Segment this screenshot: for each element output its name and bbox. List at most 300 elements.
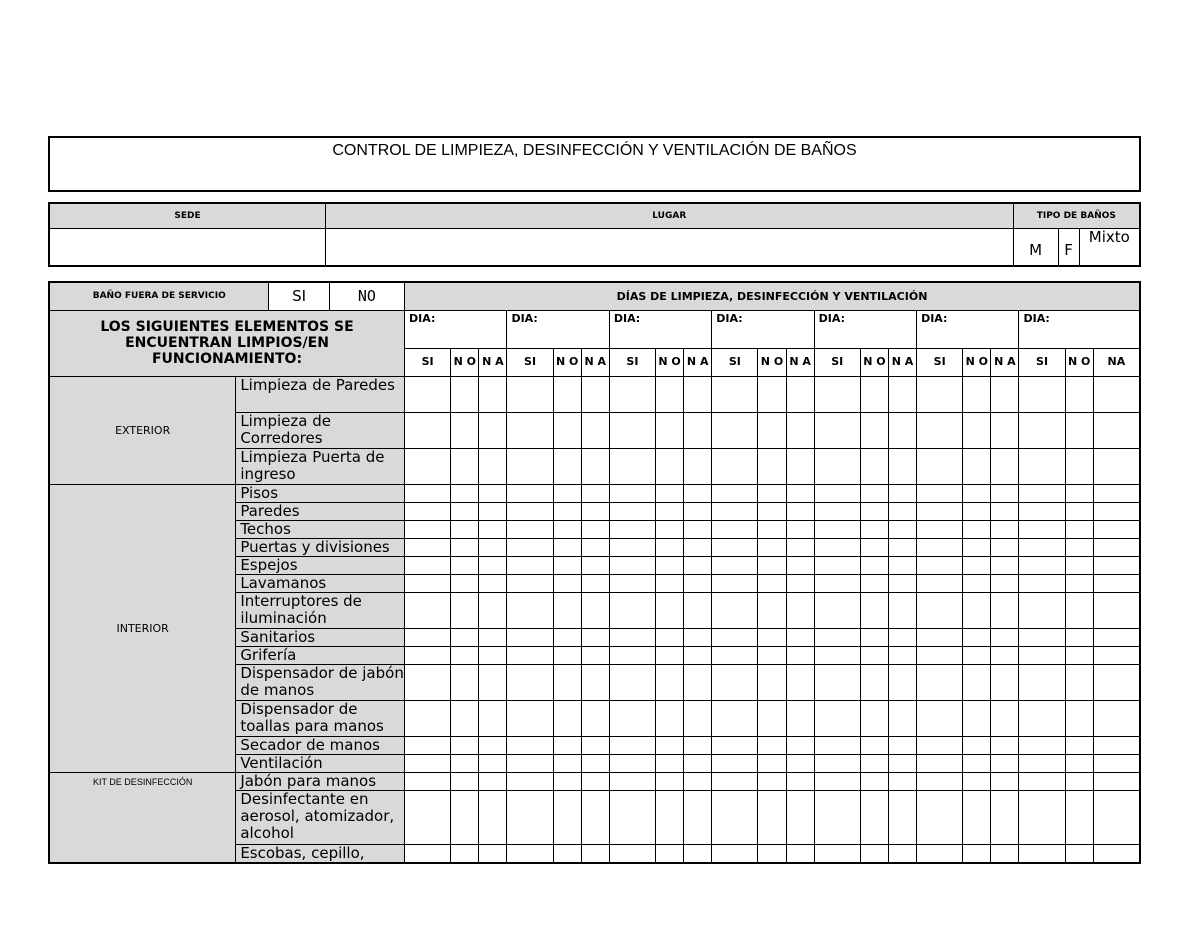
check-cell[interactable] [507,790,553,844]
check-cell[interactable] [786,700,814,736]
check-cell[interactable] [609,646,655,664]
check-cell[interactable] [991,574,1019,592]
check-cell[interactable] [581,538,609,556]
check-cell[interactable] [917,574,963,592]
check-cell[interactable] [860,484,888,502]
check-cell[interactable] [758,502,786,520]
check-cell[interactable] [479,844,507,863]
check-cell[interactable] [609,790,655,844]
dia-3-field[interactable]: DIA: [609,310,711,348]
check-cell[interactable] [581,754,609,772]
tipo-f-option[interactable]: F [1058,229,1080,265]
check-cell[interactable] [1065,484,1093,502]
check-cell[interactable] [1093,538,1140,556]
check-cell[interactable] [609,574,655,592]
check-cell[interactable] [963,574,991,592]
check-cell[interactable] [814,412,860,448]
check-cell[interactable] [451,412,479,448]
check-cell[interactable] [405,574,451,592]
check-cell[interactable] [860,646,888,664]
check-cell[interactable] [991,556,1019,574]
check-cell[interactable] [581,556,609,574]
check-cell[interactable] [684,376,712,412]
check-cell[interactable] [451,844,479,863]
check-cell[interactable] [888,376,916,412]
check-cell[interactable] [712,502,758,520]
check-cell[interactable] [405,592,451,628]
check-cell[interactable] [553,412,581,448]
check-cell[interactable] [1065,754,1093,772]
check-cell[interactable] [860,790,888,844]
check-cell[interactable] [917,520,963,538]
check-cell[interactable] [684,628,712,646]
check-cell[interactable] [1065,592,1093,628]
check-cell[interactable] [609,700,655,736]
check-cell[interactable] [1019,484,1065,502]
check-cell[interactable] [553,844,581,863]
check-cell[interactable] [656,574,684,592]
check-cell[interactable] [479,556,507,574]
check-cell[interactable] [479,502,507,520]
check-cell[interactable] [758,484,786,502]
check-cell[interactable] [786,520,814,538]
check-cell[interactable] [814,646,860,664]
check-cell[interactable] [991,754,1019,772]
check-cell[interactable] [991,736,1019,754]
check-cell[interactable] [1065,412,1093,448]
check-cell[interactable] [405,448,451,484]
check-cell[interactable] [684,556,712,574]
check-cell[interactable] [405,736,451,754]
check-cell[interactable] [758,592,786,628]
check-cell[interactable] [451,592,479,628]
check-cell[interactable] [712,790,758,844]
check-cell[interactable] [479,700,507,736]
check-cell[interactable] [656,538,684,556]
check-cell[interactable] [684,790,712,844]
check-cell[interactable] [581,700,609,736]
check-cell[interactable] [1019,376,1065,412]
check-cell[interactable] [451,448,479,484]
check-cell[interactable] [917,754,963,772]
check-cell[interactable] [507,736,553,754]
check-cell[interactable] [991,448,1019,484]
check-cell[interactable] [609,664,655,700]
check-cell[interactable] [479,754,507,772]
check-cell[interactable] [684,754,712,772]
check-cell[interactable] [405,646,451,664]
check-cell[interactable] [860,520,888,538]
check-cell[interactable] [888,664,916,700]
check-cell[interactable] [451,574,479,592]
check-cell[interactable] [684,538,712,556]
check-cell[interactable] [581,412,609,448]
check-cell[interactable] [553,592,581,628]
check-cell[interactable] [656,790,684,844]
check-cell[interactable] [479,574,507,592]
check-cell[interactable] [888,844,916,863]
check-cell[interactable] [991,412,1019,448]
check-cell[interactable] [609,520,655,538]
check-cell[interactable] [1093,412,1140,448]
check-cell[interactable] [814,628,860,646]
check-cell[interactable] [758,412,786,448]
check-cell[interactable] [860,574,888,592]
check-cell[interactable] [553,376,581,412]
check-cell[interactable] [860,700,888,736]
check-cell[interactable] [405,790,451,844]
check-cell[interactable] [814,772,860,790]
check-cell[interactable] [963,376,991,412]
check-cell[interactable] [712,556,758,574]
check-cell[interactable] [1019,700,1065,736]
check-cell[interactable] [991,772,1019,790]
check-cell[interactable] [479,664,507,700]
check-cell[interactable] [581,448,609,484]
check-cell[interactable] [684,646,712,664]
check-cell[interactable] [758,574,786,592]
check-cell[interactable] [581,736,609,754]
check-cell[interactable] [656,376,684,412]
check-cell[interactable] [479,790,507,844]
check-cell[interactable] [814,700,860,736]
check-cell[interactable] [888,700,916,736]
check-cell[interactable] [758,628,786,646]
check-cell[interactable] [609,502,655,520]
check-cell[interactable] [581,664,609,700]
check-cell[interactable] [609,538,655,556]
check-cell[interactable] [712,376,758,412]
check-cell[interactable] [581,628,609,646]
check-cell[interactable] [609,754,655,772]
check-cell[interactable] [888,448,916,484]
check-cell[interactable] [888,556,916,574]
check-cell[interactable] [479,628,507,646]
check-cell[interactable] [1093,628,1140,646]
lugar-field[interactable] [325,229,1013,267]
check-cell[interactable] [405,772,451,790]
check-cell[interactable] [1065,790,1093,844]
check-cell[interactable] [507,646,553,664]
check-cell[interactable] [963,592,991,628]
check-cell[interactable] [553,754,581,772]
check-cell[interactable] [684,412,712,448]
check-cell[interactable] [405,502,451,520]
check-cell[interactable] [888,592,916,628]
check-cell[interactable] [1065,646,1093,664]
check-cell[interactable] [1019,772,1065,790]
check-cell[interactable] [1065,502,1093,520]
check-cell[interactable] [917,790,963,844]
check-cell[interactable] [581,520,609,538]
check-cell[interactable] [609,484,655,502]
check-cell[interactable] [1019,844,1065,863]
check-cell[interactable] [405,556,451,574]
check-cell[interactable] [405,376,451,412]
dia-4-field[interactable]: DIA: [712,310,814,348]
check-cell[interactable] [507,772,553,790]
check-cell[interactable] [888,754,916,772]
check-cell[interactable] [1093,502,1140,520]
check-cell[interactable] [991,628,1019,646]
check-cell[interactable] [758,376,786,412]
check-cell[interactable] [1093,448,1140,484]
check-cell[interactable] [814,448,860,484]
check-cell[interactable] [786,538,814,556]
check-cell[interactable] [1065,844,1093,863]
check-cell[interactable] [860,628,888,646]
check-cell[interactable] [1065,628,1093,646]
check-cell[interactable] [684,574,712,592]
check-cell[interactable] [917,700,963,736]
check-cell[interactable] [609,376,655,412]
check-cell[interactable] [553,574,581,592]
check-cell[interactable] [917,772,963,790]
check-cell[interactable] [963,628,991,646]
check-cell[interactable] [1093,754,1140,772]
check-cell[interactable] [1093,556,1140,574]
check-cell[interactable] [963,412,991,448]
check-cell[interactable] [507,484,553,502]
check-cell[interactable] [712,844,758,863]
check-cell[interactable] [405,538,451,556]
check-cell[interactable] [684,700,712,736]
check-cell[interactable] [758,556,786,574]
check-cell[interactable] [451,484,479,502]
dia-6-field[interactable]: DIA: [917,310,1019,348]
check-cell[interactable] [814,520,860,538]
check-cell[interactable] [451,502,479,520]
check-cell[interactable] [963,790,991,844]
check-cell[interactable] [684,772,712,790]
check-cell[interactable] [963,484,991,502]
check-cell[interactable] [963,664,991,700]
check-cell[interactable] [507,448,553,484]
check-cell[interactable] [888,520,916,538]
out-of-service-no[interactable]: NO [329,282,404,310]
check-cell[interactable] [814,484,860,502]
check-cell[interactable] [609,556,655,574]
check-cell[interactable] [479,592,507,628]
sede-field[interactable] [49,229,325,267]
check-cell[interactable] [860,844,888,863]
check-cell[interactable] [860,592,888,628]
check-cell[interactable] [507,412,553,448]
check-cell[interactable] [1019,646,1065,664]
check-cell[interactable] [1065,538,1093,556]
check-cell[interactable] [860,448,888,484]
check-cell[interactable] [888,484,916,502]
check-cell[interactable] [553,646,581,664]
tipo-mixto-option[interactable]: Mixto [1088,228,1130,246]
check-cell[interactable] [1019,448,1065,484]
check-cell[interactable] [712,754,758,772]
check-cell[interactable] [991,844,1019,863]
check-cell[interactable] [991,664,1019,700]
check-cell[interactable] [814,790,860,844]
check-cell[interactable] [479,646,507,664]
check-cell[interactable] [888,772,916,790]
check-cell[interactable] [684,592,712,628]
check-cell[interactable] [917,484,963,502]
check-cell[interactable] [786,412,814,448]
check-cell[interactable] [405,628,451,646]
check-cell[interactable] [1019,556,1065,574]
check-cell[interactable] [507,574,553,592]
check-cell[interactable] [553,700,581,736]
check-cell[interactable] [758,754,786,772]
check-cell[interactable] [684,448,712,484]
check-cell[interactable] [786,790,814,844]
check-cell[interactable] [963,646,991,664]
out-of-service-si[interactable]: SI [269,282,329,310]
check-cell[interactable] [656,700,684,736]
check-cell[interactable] [1065,664,1093,700]
dia-7-field[interactable]: DIA: [1019,310,1140,348]
check-cell[interactable] [507,502,553,520]
check-cell[interactable] [656,772,684,790]
check-cell[interactable] [1065,736,1093,754]
check-cell[interactable] [963,736,991,754]
check-cell[interactable] [963,754,991,772]
check-cell[interactable] [758,448,786,484]
check-cell[interactable] [684,484,712,502]
check-cell[interactable] [581,646,609,664]
check-cell[interactable] [758,646,786,664]
check-cell[interactable] [786,592,814,628]
check-cell[interactable] [1019,520,1065,538]
check-cell[interactable] [451,628,479,646]
check-cell[interactable] [581,376,609,412]
check-cell[interactable] [786,754,814,772]
check-cell[interactable] [656,520,684,538]
check-cell[interactable] [758,664,786,700]
check-cell[interactable] [507,754,553,772]
check-cell[interactable] [1093,646,1140,664]
check-cell[interactable] [758,538,786,556]
check-cell[interactable] [1065,556,1093,574]
check-cell[interactable] [451,772,479,790]
check-cell[interactable] [507,628,553,646]
check-cell[interactable] [656,628,684,646]
check-cell[interactable] [786,484,814,502]
check-cell[interactable] [814,376,860,412]
check-cell[interactable] [814,556,860,574]
check-cell[interactable] [786,502,814,520]
check-cell[interactable] [581,574,609,592]
check-cell[interactable] [656,412,684,448]
check-cell[interactable] [1065,376,1093,412]
check-cell[interactable] [1019,754,1065,772]
check-cell[interactable] [991,646,1019,664]
check-cell[interactable] [451,790,479,844]
check-cell[interactable] [917,448,963,484]
check-cell[interactable] [451,556,479,574]
check-cell[interactable] [1093,592,1140,628]
check-cell[interactable] [656,754,684,772]
check-cell[interactable] [405,520,451,538]
check-cell[interactable] [786,376,814,412]
check-cell[interactable] [479,376,507,412]
check-cell[interactable] [479,484,507,502]
check-cell[interactable] [609,628,655,646]
check-cell[interactable] [656,646,684,664]
check-cell[interactable] [712,412,758,448]
check-cell[interactable] [786,646,814,664]
check-cell[interactable] [609,844,655,863]
check-cell[interactable] [479,412,507,448]
check-cell[interactable] [609,412,655,448]
check-cell[interactable] [656,736,684,754]
check-cell[interactable] [758,700,786,736]
check-cell[interactable] [1093,790,1140,844]
check-cell[interactable] [991,700,1019,736]
check-cell[interactable] [888,628,916,646]
check-cell[interactable] [888,412,916,448]
check-cell[interactable] [963,520,991,538]
check-cell[interactable] [684,736,712,754]
check-cell[interactable] [684,520,712,538]
check-cell[interactable] [507,592,553,628]
check-cell[interactable] [814,844,860,863]
check-cell[interactable] [888,736,916,754]
check-cell[interactable] [888,646,916,664]
check-cell[interactable] [451,376,479,412]
check-cell[interactable] [553,502,581,520]
check-cell[interactable] [991,592,1019,628]
check-cell[interactable] [860,556,888,574]
check-cell[interactable] [963,556,991,574]
check-cell[interactable] [814,538,860,556]
check-cell[interactable] [917,376,963,412]
check-cell[interactable] [507,376,553,412]
check-cell[interactable] [917,556,963,574]
check-cell[interactable] [1093,520,1140,538]
check-cell[interactable] [405,664,451,700]
check-cell[interactable] [581,502,609,520]
check-cell[interactable] [1093,772,1140,790]
check-cell[interactable] [758,844,786,863]
check-cell[interactable] [786,736,814,754]
check-cell[interactable] [963,844,991,863]
check-cell[interactable] [684,844,712,863]
check-cell[interactable] [888,574,916,592]
check-cell[interactable] [814,664,860,700]
check-cell[interactable] [860,502,888,520]
check-cell[interactable] [917,412,963,448]
check-cell[interactable] [963,700,991,736]
check-cell[interactable] [405,700,451,736]
check-cell[interactable] [888,538,916,556]
check-cell[interactable] [656,844,684,863]
check-cell[interactable] [609,772,655,790]
check-cell[interactable] [451,700,479,736]
check-cell[interactable] [553,790,581,844]
check-cell[interactable] [609,448,655,484]
check-cell[interactable] [553,484,581,502]
dia-1-field[interactable]: DIA: [405,310,507,348]
check-cell[interactable] [581,592,609,628]
check-cell[interactable] [1093,574,1140,592]
check-cell[interactable] [656,484,684,502]
check-cell[interactable] [758,520,786,538]
check-cell[interactable] [786,664,814,700]
check-cell[interactable] [786,556,814,574]
check-cell[interactable] [786,574,814,592]
check-cell[interactable] [1065,700,1093,736]
check-cell[interactable] [451,538,479,556]
check-cell[interactable] [917,664,963,700]
